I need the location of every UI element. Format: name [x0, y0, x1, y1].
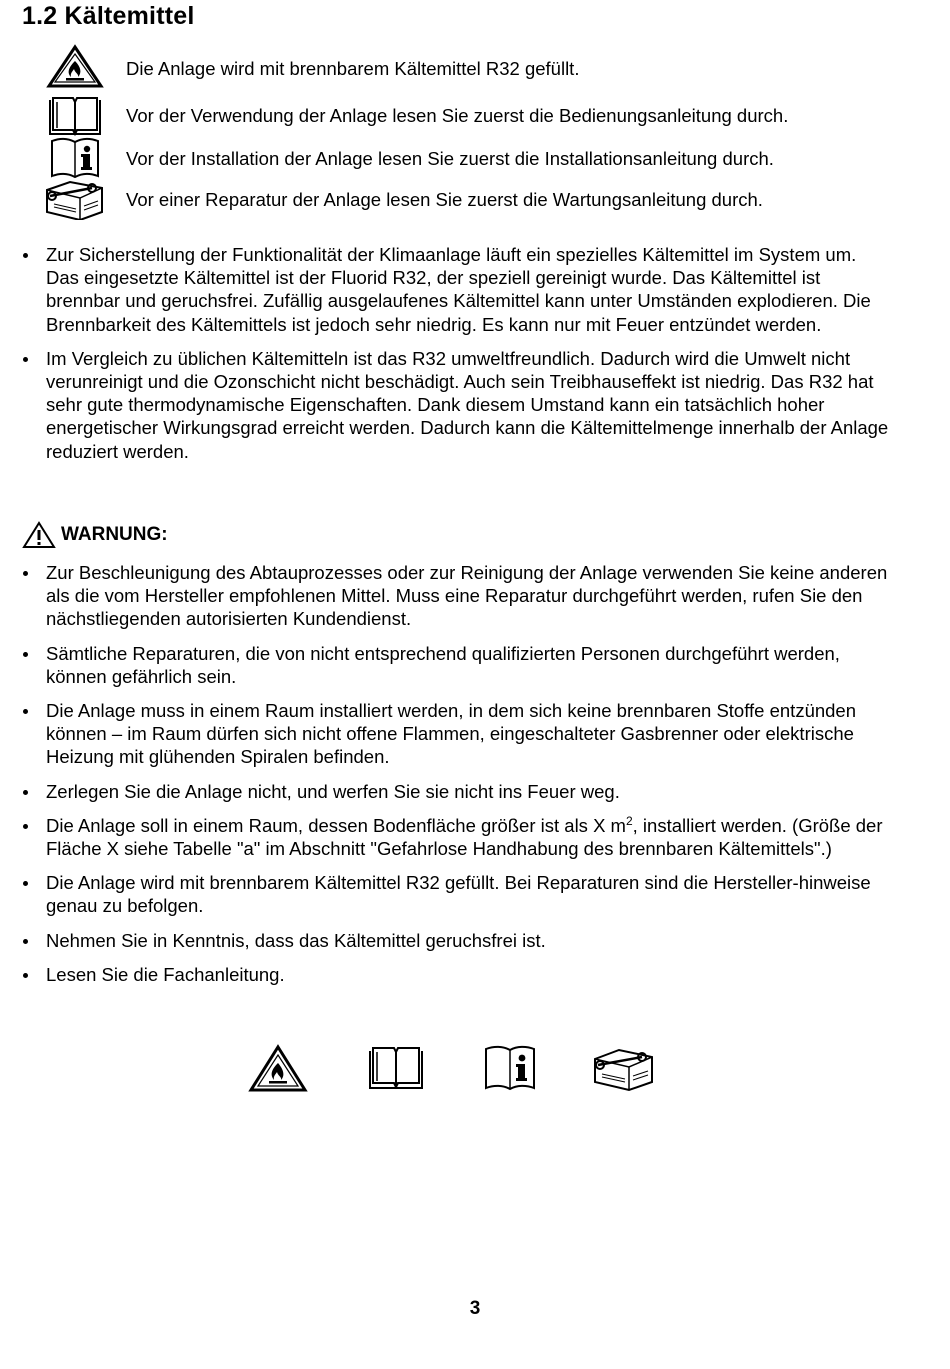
bottom-icon-row — [0, 1044, 950, 1094]
installation-manual-icon — [44, 136, 106, 180]
symbol-row-service-manual — [0, 176, 950, 220]
warning-label: WARNUNG: — [61, 524, 168, 545]
bullet-dot — [23, 939, 28, 944]
symbol-text-operating-manual: Vor der Verwendung der Anlage lesen Sie zuerst die Bedienungsanleitung durch. — [126, 105, 789, 126]
bullet-dot — [23, 357, 28, 362]
list-item-text: Die Anlage wird mit brennbarem Kältemittel R32 gefüllt. Bei Reparaturen sind die Hersteller-hinweise genau zu befolgen. — [46, 872, 871, 917]
symbol-row-operating-manual — [0, 94, 950, 138]
symbol-row-flammable — [0, 44, 950, 88]
superscript: 2 — [625, 813, 633, 828]
bullet-dot — [23, 253, 28, 258]
intro-bullet-list — [0, 243, 950, 463]
bullet-dot — [23, 571, 28, 576]
service-manual-icon — [592, 1044, 656, 1092]
list-item-text: Im Vergleich zu üblichen Kältemitteln ist das R32 umweltfreundlich. Dadurch wird die Umwelt nicht verunreinigt und die Ozonschicht nicht beschädigt. Auch sein Treibhauseffekt ist niedrig. Das R32 hat sehr gute thermodynamische Eigenschaften. Dank diesem Umstand kann ein tatsächlich hoher energetischer Wirkungsgrad erreicht werden. Dadurch kann die Kältemittelmenge innerhalb der Anlage reduziert werden. — [46, 347, 889, 462]
symbol-text-service-manual: Vor einer Reparatur der Anlage lesen Sie zuerst die Wartungsanleitung durch. — [126, 189, 763, 210]
list-item — [0, 780, 950, 803]
list-item-text: Zerlegen Sie die Anlage nicht, und werfen Sie sie nicht ins Feuer weg. — [46, 780, 620, 802]
flammable-warning-icon — [246, 1044, 310, 1092]
bullet-dot — [23, 709, 28, 714]
list-item-text: Zur Beschleunigung des Abtauprozesses oder zur Reinigung der Anlage verwenden Sie keine anderen als die vom Hersteller empfohlenen Mittel. Muss eine Reparatur durchgeführt werden, rufen Sie den nächstliegenden autorisierten Kundendienst. — [46, 562, 888, 630]
list-item — [0, 963, 950, 986]
bullet-dot — [23, 973, 28, 978]
warning-bullet-list — [0, 561, 950, 986]
bullet-dot — [23, 824, 28, 829]
list-item — [0, 929, 950, 952]
list-item — [0, 814, 950, 860]
bullet-dot — [23, 790, 28, 795]
service-manual-icon — [44, 176, 106, 220]
list-item-text — [46, 815, 883, 859]
list-item — [0, 347, 950, 463]
page-title: 1.2 Kältemittel — [22, 2, 195, 30]
list-item — [0, 561, 950, 631]
list-item — [0, 642, 950, 688]
list-item — [0, 699, 950, 769]
list-item-text: Sämtliche Reparaturen, die von nicht entsprechend qualifizierten Personen durchgeführt werden, können gefährlich sein. — [46, 642, 840, 687]
bullet-dot — [23, 652, 28, 657]
list-item — [0, 871, 950, 917]
operating-manual-icon — [44, 94, 106, 138]
list-item-text: Zur Sicherstellung der Funktionalität der Klimaanlage läuft ein spezielles Kältemittel im System um. Das eingesetzte Kältemittel ist der Fluorid R32, der speziell gereinigt wurde. Das Kältemittel ist brennbar und geruchsfrei. Zufällig ausgelaufenes Kältemittel kann unter Umständen explodieren. Die Brennbarkeit des Kältemittels ist jedoch sehr niedrig. Es kann nur mit Feuer entzündet werden. — [46, 244, 871, 335]
flammable-warning-icon — [44, 44, 106, 88]
installation-manual-icon — [478, 1044, 542, 1092]
list-item — [0, 243, 950, 336]
page-number: 3 — [469, 1298, 481, 1319]
symbol-row-installation-manual — [0, 136, 950, 180]
list-item-text: Die Anlage muss in einem Raum installiert werden, in dem sich keine brennbaren Stoffe entzünden können – im Raum dürfen sich nicht offene Flammen, eingeschalteter Gasbrenner oder elektrische Heizung mit glühenden Spiralen befinden. — [46, 700, 857, 768]
area-text-before: Die Anlage soll in einem Raum, dessen Bodenfläche größer ist als X m — [46, 814, 626, 836]
area-text-after: , installiert werden. (Größe der Fläche X siehe Tabelle "a" im Abschnitt "Gefahrlose Handhabung des brennbaren Kältemittels".) — [46, 814, 883, 860]
warning-triangle-icon — [22, 521, 56, 549]
list-item-text: Nehmen Sie in Kenntnis, dass das Kältemittel geruchsfrei ist. — [46, 929, 546, 951]
bullet-dot — [23, 881, 28, 886]
list-item-text: Lesen Sie die Fachanleitung. — [46, 963, 285, 985]
operating-manual-icon — [364, 1044, 428, 1092]
symbol-text-flammable: Die Anlage wird mit brennbarem Kältemittel R32 gefüllt. — [126, 58, 580, 79]
symbol-text-installation-manual: Vor der Installation der Anlage lesen Sie zuerst die Installationsanleitung durch. — [126, 148, 774, 169]
